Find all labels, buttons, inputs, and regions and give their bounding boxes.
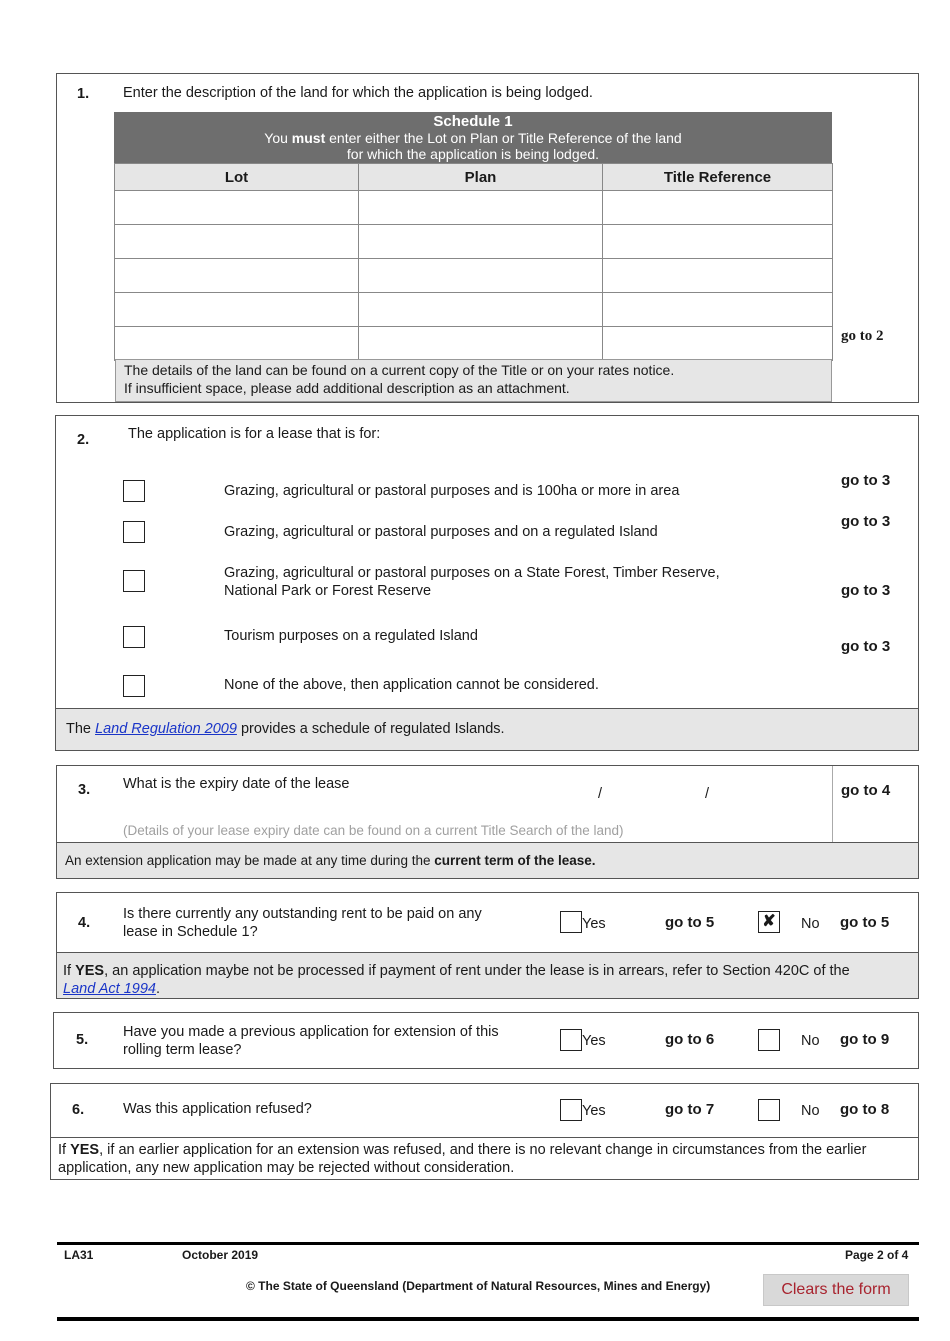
q5-no-checkbox[interactable] xyxy=(758,1029,780,1051)
option-goto-2: go to 3 xyxy=(841,513,891,530)
q6-yes-checkbox[interactable] xyxy=(560,1099,582,1121)
q6-note: If YES, if an earlier application for an extension was refused, and there is no relevant change in circumstances from the earlier application, any new application may be rejected without consideration. xyxy=(51,1137,918,1179)
plan-field[interactable] xyxy=(359,191,603,225)
land-act-link[interactable]: Land Act 1994 xyxy=(63,981,156,997)
q6-question: Was this application refused? xyxy=(123,1101,312,1117)
date-separator-2: / xyxy=(705,786,710,802)
q3-question: What is the expiry date of the lease xyxy=(123,776,350,792)
form-code: LA31 xyxy=(64,1248,94,1262)
option-checkbox-3[interactable] xyxy=(123,570,145,592)
q6-no-label: No xyxy=(801,1103,820,1119)
option-label-3: Grazing, agricultural or pastoral purposes on a State Forest, Timber Reserve, National Park or Forest Reserve xyxy=(224,565,720,599)
col-title-reference: Title Reference xyxy=(603,164,833,191)
q5-yes-checkbox[interactable] xyxy=(560,1029,582,1051)
q1-note-line-1: The details of the land can be found on a current copy of the Title or on your rates notice. xyxy=(124,362,675,378)
option-label-2: Grazing, agricultural or pastoral purposes and on a regulated Island xyxy=(224,524,658,540)
q6-no-goto: go to 8 xyxy=(840,1101,890,1118)
checked-x-icon: ✘ xyxy=(762,913,776,930)
q4-no-label: No xyxy=(801,916,820,932)
title-reference-field[interactable] xyxy=(603,225,833,259)
plan-field[interactable] xyxy=(359,225,603,259)
option-label-1: Grazing, agricultural or pastoral purposes and is 100ha or more in area xyxy=(224,483,680,499)
q4-note: If YES, an application maybe not be processed if payment of rent under the lease is in arrears, refer to Section 420C of the Land Act 1994. xyxy=(57,952,918,998)
q4-yes-label: Yes xyxy=(582,916,606,932)
q6-no-checkbox[interactable] xyxy=(758,1099,780,1121)
table-row xyxy=(115,327,833,361)
col-lot: Lot xyxy=(115,164,359,191)
q4-yes-checkbox[interactable] xyxy=(560,911,582,933)
table-row xyxy=(115,259,833,293)
table-row xyxy=(115,225,833,259)
schedule-1-header xyxy=(114,112,832,163)
schedule-instruction-2: for which the application is being lodged. xyxy=(346,146,600,162)
q1-note-line-2: If insufficient space, please add additional description as an attachment. xyxy=(124,380,570,396)
title-reference-field[interactable] xyxy=(603,293,833,327)
option-goto-4: go to 3 xyxy=(841,638,891,655)
plan-field[interactable] xyxy=(359,327,603,361)
option-checkbox-1[interactable] xyxy=(123,480,145,502)
q3-hint: (Details of your lease expiry date can be found on a current Title Search of the land) xyxy=(123,823,624,838)
land-regulation-link[interactable]: Land Regulation 2009 xyxy=(95,721,237,737)
q4-yes-goto: go to 5 xyxy=(665,914,715,931)
q4-question: Is there currently any outstanding rent to be paid on any lease in Schedule 1? xyxy=(123,906,482,940)
title-reference-field[interactable] xyxy=(603,191,833,225)
option-checkbox-4[interactable] xyxy=(123,626,145,648)
q6-yes-label: Yes xyxy=(582,1103,606,1119)
schedule-title: Schedule 1 xyxy=(433,113,513,130)
option-checkbox-2[interactable] xyxy=(123,521,145,543)
schedule-table xyxy=(114,163,833,361)
q3-goto: go to 4 xyxy=(841,782,891,799)
q4-number: 4. xyxy=(78,915,91,931)
table-row xyxy=(115,293,833,327)
q2-number: 2. xyxy=(77,432,90,448)
q1-number: 1. xyxy=(77,86,90,102)
q2-question: The application is for a lease that is for: xyxy=(128,426,381,442)
q1-question: Enter the description of the land for which the application is being lodged. xyxy=(123,85,593,101)
q2-note: The Land Regulation 2009 provides a schedule of regulated Islands. xyxy=(56,708,918,750)
lot-field[interactable] xyxy=(115,293,359,327)
option-checkbox-5[interactable] xyxy=(123,675,145,697)
option-goto-1: go to 3 xyxy=(841,472,891,489)
footer-top-rule xyxy=(57,1242,919,1245)
q3-goto-divider xyxy=(832,766,833,842)
option-label-4: Tourism purposes on a regulated Island xyxy=(224,628,478,644)
schedule-instruction-1: You must enter either the Lot on Plan or Title Reference of the land xyxy=(264,130,682,146)
lot-field[interactable] xyxy=(115,327,359,361)
q5-yes-goto: go to 6 xyxy=(665,1031,715,1048)
q1-note xyxy=(115,359,832,402)
col-plan: Plan xyxy=(359,164,603,191)
q5-question: Have you made a previous application for extension of this rolling term lease? xyxy=(123,1024,499,1058)
q6-number: 6. xyxy=(72,1102,85,1118)
q5-no-goto: go to 9 xyxy=(840,1031,890,1048)
title-reference-field[interactable] xyxy=(603,327,833,361)
plan-field[interactable] xyxy=(359,259,603,293)
q6-yes-goto: go to 7 xyxy=(665,1101,715,1118)
plan-field[interactable] xyxy=(359,293,603,327)
q5-no-label: No xyxy=(801,1033,820,1049)
q5-number: 5. xyxy=(76,1032,89,1048)
q3-note: An extension application may be made at any time during the current term of the lease. xyxy=(57,842,918,878)
form-date: October 2019 xyxy=(182,1248,259,1262)
q5-yes-label: Yes xyxy=(582,1033,606,1049)
expiry-date-field[interactable] xyxy=(560,775,832,809)
q1-goto: go to 2 xyxy=(841,328,884,344)
option-label-5: None of the above, then application cannot be considered. xyxy=(224,677,599,693)
title-reference-field[interactable] xyxy=(603,259,833,293)
q4-no-goto: go to 5 xyxy=(840,914,890,931)
lot-field[interactable] xyxy=(115,191,359,225)
option-goto-3: go to 3 xyxy=(841,582,891,599)
table-row xyxy=(115,191,833,225)
date-separator-1: / xyxy=(598,786,603,802)
copyright: © The State of Queensland (Department of Natural Resources, Mines and Energy) xyxy=(246,1279,711,1293)
footer-bottom-rule xyxy=(57,1317,919,1321)
clear-form-button[interactable]: Clears the form xyxy=(763,1274,909,1306)
q4-no-checkbox[interactable] xyxy=(758,911,780,933)
page-number: Page 2 of 4 xyxy=(845,1248,909,1262)
lot-field[interactable] xyxy=(115,259,359,293)
q3-number: 3. xyxy=(78,782,91,798)
lot-field[interactable] xyxy=(115,225,359,259)
